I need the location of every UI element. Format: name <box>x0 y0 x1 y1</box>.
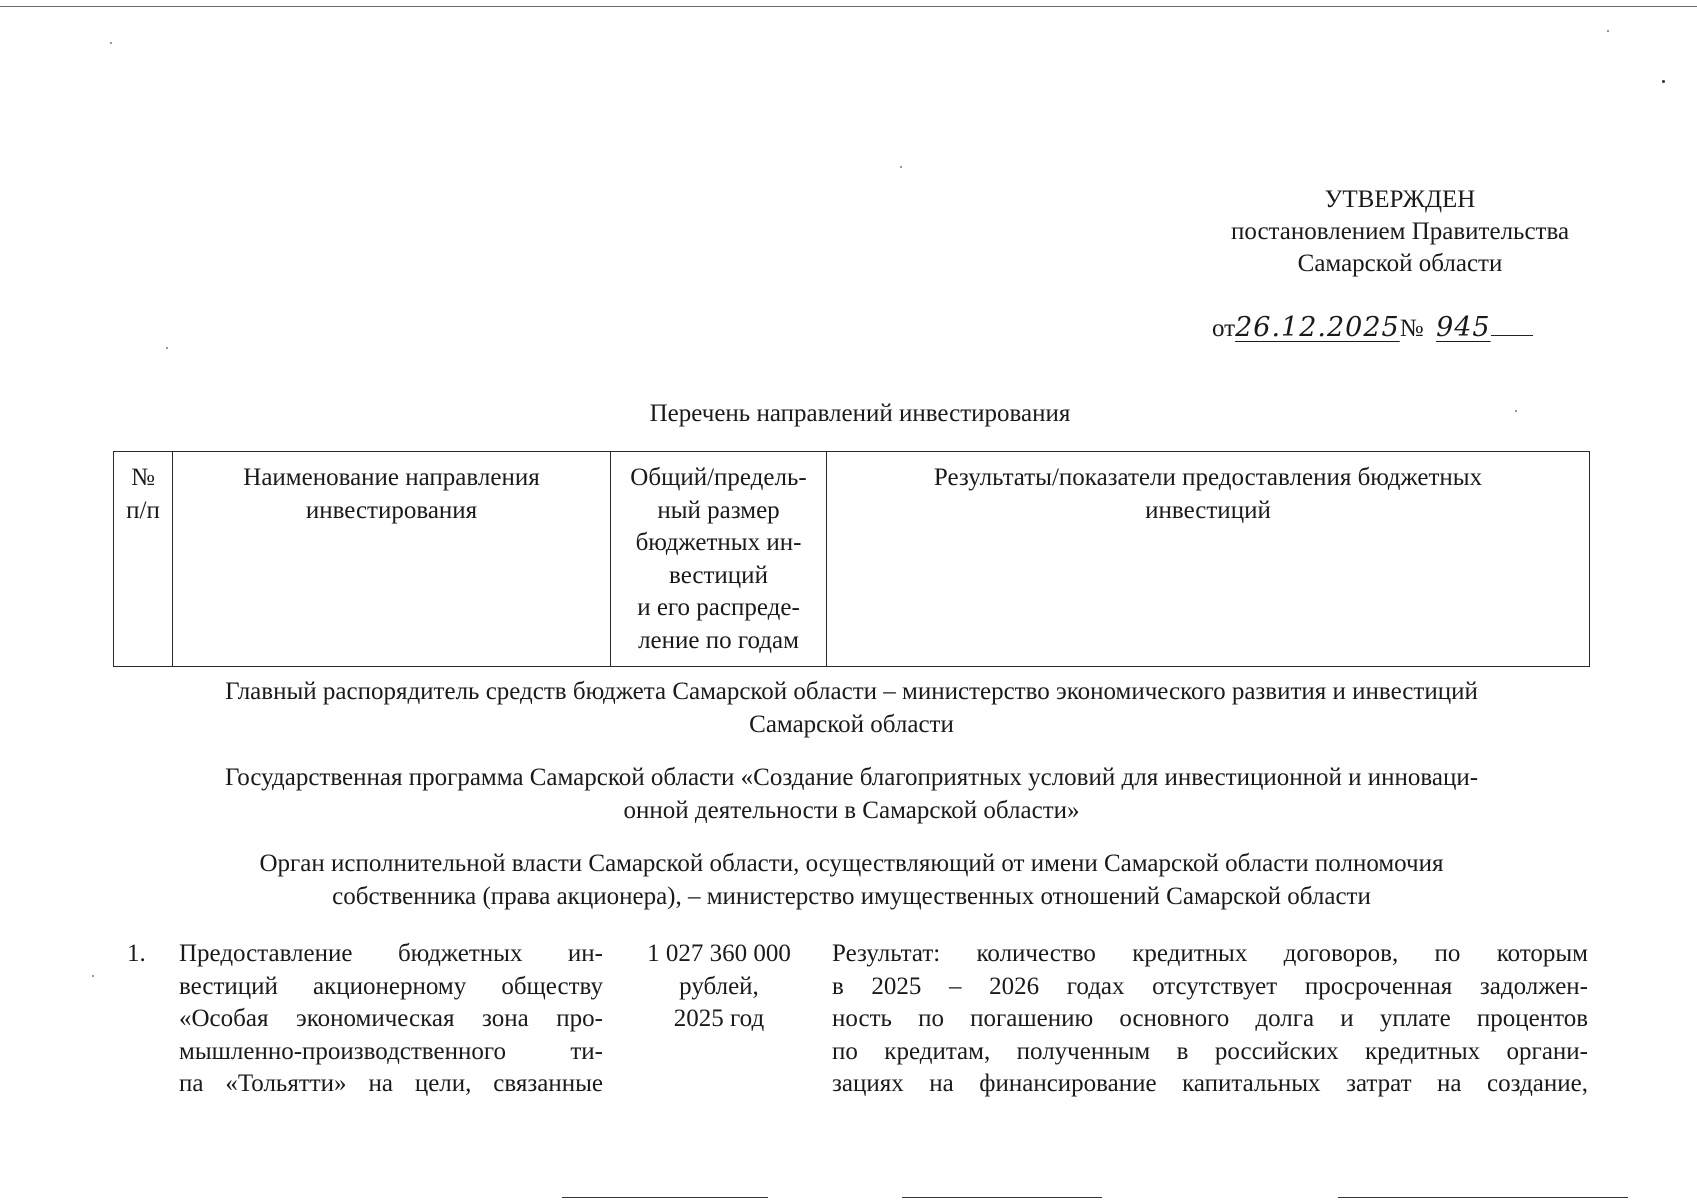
header-col-name <box>173 452 611 667</box>
scan-speck <box>110 42 112 44</box>
header-col-amount-line: ный размер <box>657 496 780 524</box>
investment-table-header <box>113 451 1590 667</box>
footer-rule-left <box>562 1197 768 1198</box>
header-col-amount <box>611 452 827 667</box>
scan-edge-line <box>0 6 1697 7</box>
row-result-line: зациях на финансирование капитальных затрат на создание, <box>832 1070 1588 1097</box>
header-col-amount-line: ление по годам <box>638 626 799 654</box>
footer-rule-middle <box>902 1197 1102 1198</box>
header-col-number-line1: № <box>131 464 155 491</box>
row-investment-name-line: па «Тольятти» на цели, связанные <box>179 1070 603 1097</box>
main-budget-manager-line2: Самарской области <box>749 710 954 738</box>
row-amount-currency: рублей, <box>679 972 759 1000</box>
row-amount-value: 1 027 360 000 <box>647 940 791 967</box>
header-col-amount-line: Общий/предель- <box>630 464 807 491</box>
row-result-line: ность по погашению основного долга и уплате процентов <box>832 1005 1588 1032</box>
row-investment-name-line: вестиций акционерному обществу <box>179 972 603 1000</box>
executive-authority-line1: Орган исполнительной власти Самарской области, осуществляющий от имени Самарской области полномочия <box>259 850 1444 877</box>
scan-speck <box>900 166 902 168</box>
decree-number-blank <box>1491 313 1533 336</box>
header-col-amount-line: бюджетных ин- <box>635 529 802 556</box>
header-col-name-line2: инвестирования <box>305 496 478 524</box>
decree-number-sign: № <box>1399 315 1424 342</box>
state-program-line2: онной деятельности в Самарской области» <box>623 796 1080 824</box>
executive-authority-line2: собственника (права акционера), – министерство имущественных отношений Самарской области <box>332 882 1371 910</box>
row-result <box>832 938 1588 1101</box>
header-col-number-line2: п/п <box>126 496 160 524</box>
header-col-name-line1: Наименование направления <box>243 464 540 491</box>
header-col-results <box>827 452 1590 667</box>
header-col-results-line2: инвестиций <box>1145 496 1271 524</box>
header-col-number <box>114 452 173 667</box>
scan-speck <box>1662 80 1665 83</box>
approval-title: УТВЕРЖДЕН <box>1324 186 1476 213</box>
state-program <box>113 762 1590 827</box>
header-col-amount-line: вестиций <box>669 561 768 589</box>
decree-number-handwritten: 945 <box>1436 312 1491 343</box>
header-col-results-line1: Результаты/показатели предоставления бюджетных <box>933 464 1483 491</box>
row-result-line: по кредитам, полученным в российских кредитных органи- <box>832 1037 1588 1065</box>
state-program-line1: Государственная программа Самарской области «Создание благоприятных условий для инвестиционной и инноваци- <box>224 764 1479 791</box>
table-header-row <box>114 452 1590 667</box>
main-budget-manager-line1: Главный распорядитель средств бюджета Самарской области – министерство экономического развития и инвестиций <box>225 678 1478 705</box>
row-investment-name <box>179 938 603 1101</box>
scan-speck <box>92 975 94 977</box>
header-col-amount-line: и его распреде- <box>637 594 800 621</box>
document-title: Перечень направлений инвестирования <box>649 400 1071 427</box>
row-investment-name-line: «Особая экономическая зона про- <box>179 1005 603 1032</box>
approval-stamp <box>1180 184 1620 280</box>
footer-rule-right <box>1338 1197 1628 1198</box>
row-amount <box>621 938 817 1036</box>
row-result-line: Результат: количество кредитных договоров, по которым <box>832 940 1588 967</box>
row-number: 1. <box>127 940 146 967</box>
main-budget-manager <box>113 676 1590 741</box>
scan-speck <box>166 347 168 349</box>
row-result-line: в 2025 – 2026 годах отсутствует просроченная задолжен- <box>832 972 1588 1000</box>
decree-date-number <box>1212 312 1533 352</box>
approval-resolution: постановлением Правительства <box>1230 218 1570 245</box>
row-amount-year: 2025 год <box>673 1005 765 1032</box>
scan-speck <box>1607 30 1609 32</box>
executive-authority <box>113 848 1590 913</box>
approval-region: Самарской области <box>1297 250 1503 277</box>
decree-date-prefix: от <box>1212 315 1236 342</box>
row-investment-name-line: мышленно-производственного ти- <box>179 1037 603 1065</box>
decree-date-handwritten: 26.12.2025 <box>1235 312 1400 343</box>
row-investment-name-line: Предоставление бюджетных ин- <box>179 940 603 967</box>
